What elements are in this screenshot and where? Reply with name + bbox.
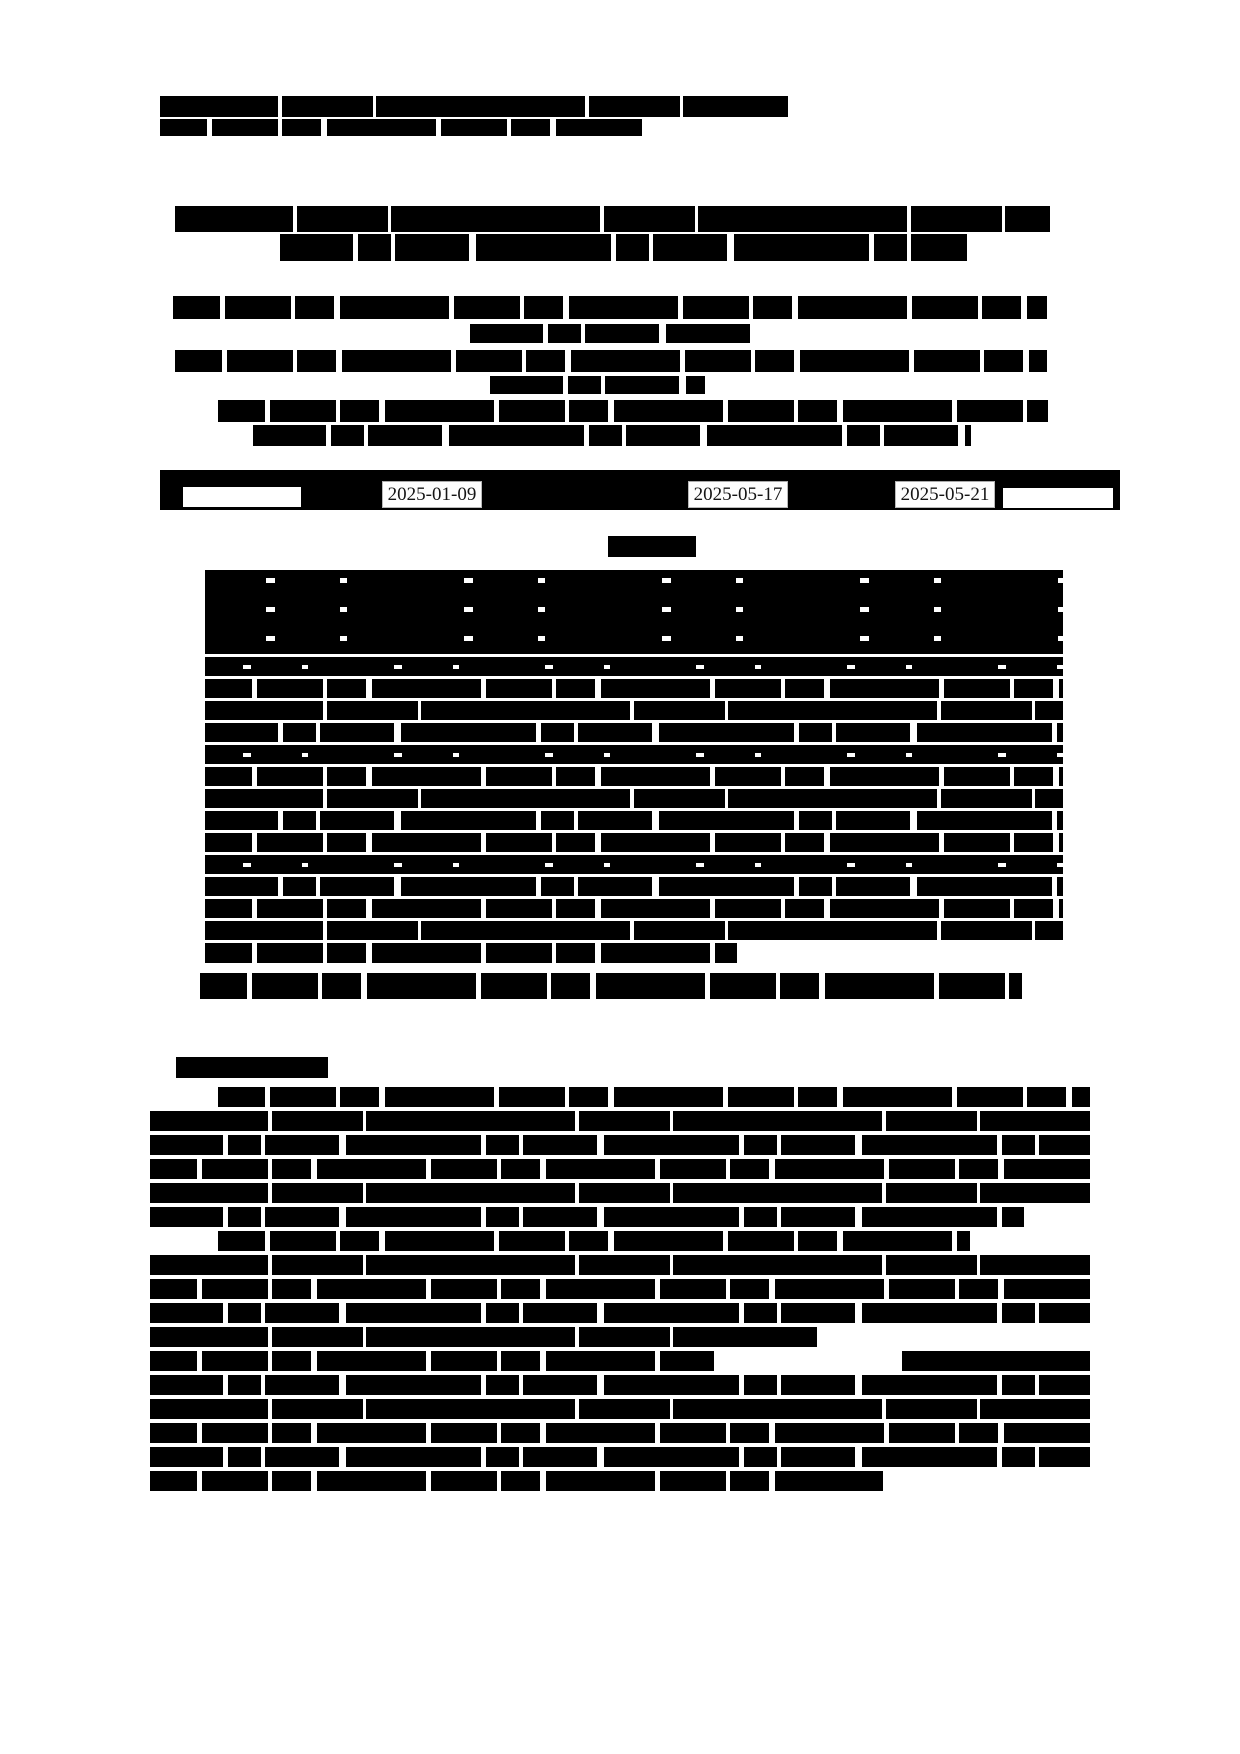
redacted-line bbox=[205, 679, 1063, 698]
redacted-line bbox=[218, 1231, 970, 1251]
redacted-line bbox=[150, 1303, 1090, 1323]
journal-header-redacted-line-1 bbox=[160, 96, 788, 117]
abstract-body-redacted bbox=[205, 570, 1063, 962]
correspondence-redacted-line-2 bbox=[253, 425, 971, 446]
redacted-line bbox=[150, 1399, 1090, 1419]
redacted-line bbox=[205, 789, 1063, 808]
redacted-line bbox=[205, 899, 1063, 918]
redacted-line bbox=[150, 1183, 1090, 1203]
abstract-heading-redacted bbox=[608, 536, 696, 557]
redacted-segment bbox=[150, 1351, 714, 1371]
redacted-line bbox=[150, 1279, 1090, 1299]
redacted-line bbox=[205, 877, 1063, 896]
redacted-segment bbox=[902, 1351, 1090, 1371]
dates-bar-blank-patch bbox=[1003, 488, 1113, 508]
redacted-line bbox=[150, 1135, 1090, 1155]
redacted-line bbox=[150, 1111, 1090, 1131]
redacted-line bbox=[205, 833, 1063, 852]
body-paragraphs-redacted bbox=[150, 1087, 1090, 1495]
paper-title-redacted-line-1 bbox=[175, 206, 1050, 232]
redacted-line bbox=[205, 767, 1063, 786]
author-list-redacted bbox=[173, 296, 1047, 319]
redacted-line bbox=[150, 1159, 1090, 1179]
redacted-line bbox=[150, 1207, 1024, 1227]
redacted-line bbox=[150, 1447, 1090, 1467]
date-value-2: 2025-05-17 bbox=[693, 483, 783, 505]
redacted-block bbox=[205, 570, 1063, 654]
redacted-line bbox=[205, 657, 1063, 676]
redacted-line bbox=[205, 921, 1063, 940]
redacted-line bbox=[150, 1423, 1090, 1443]
correspondence-redacted-line-1 bbox=[218, 400, 1048, 422]
paper-title-redacted-line-2 bbox=[280, 234, 967, 261]
date-box-2 bbox=[688, 481, 788, 508]
redacted-line bbox=[150, 1471, 883, 1491]
dates-bar bbox=[160, 470, 1120, 510]
redacted-line bbox=[205, 701, 1063, 720]
redacted-line bbox=[150, 1327, 817, 1347]
redacted-line bbox=[205, 855, 1063, 874]
section-heading-redacted bbox=[176, 1057, 328, 1078]
redacted-line bbox=[205, 723, 1063, 742]
affiliation-redacted-line-1 bbox=[470, 324, 750, 343]
date-value-3: 2025-05-21 bbox=[900, 483, 990, 505]
redacted-line bbox=[218, 1087, 1090, 1107]
date-box-1 bbox=[382, 481, 482, 508]
redacted-line bbox=[205, 943, 737, 963]
affiliation-redacted-line-2 bbox=[175, 350, 1047, 372]
redacted-line bbox=[205, 745, 1063, 764]
keywords-redacted bbox=[200, 973, 1022, 999]
redacted-line bbox=[150, 1255, 1090, 1275]
redacted-line bbox=[150, 1375, 1090, 1395]
journal-header-redacted-line-2 bbox=[160, 119, 642, 136]
affiliation-redacted-line-3 bbox=[490, 376, 705, 394]
date-box-3 bbox=[895, 481, 995, 508]
redacted-line bbox=[205, 811, 1063, 830]
date-value-1: 2025-01-09 bbox=[387, 483, 477, 505]
redacted-line bbox=[150, 1351, 1090, 1371]
date-label-redacted bbox=[183, 487, 301, 507]
